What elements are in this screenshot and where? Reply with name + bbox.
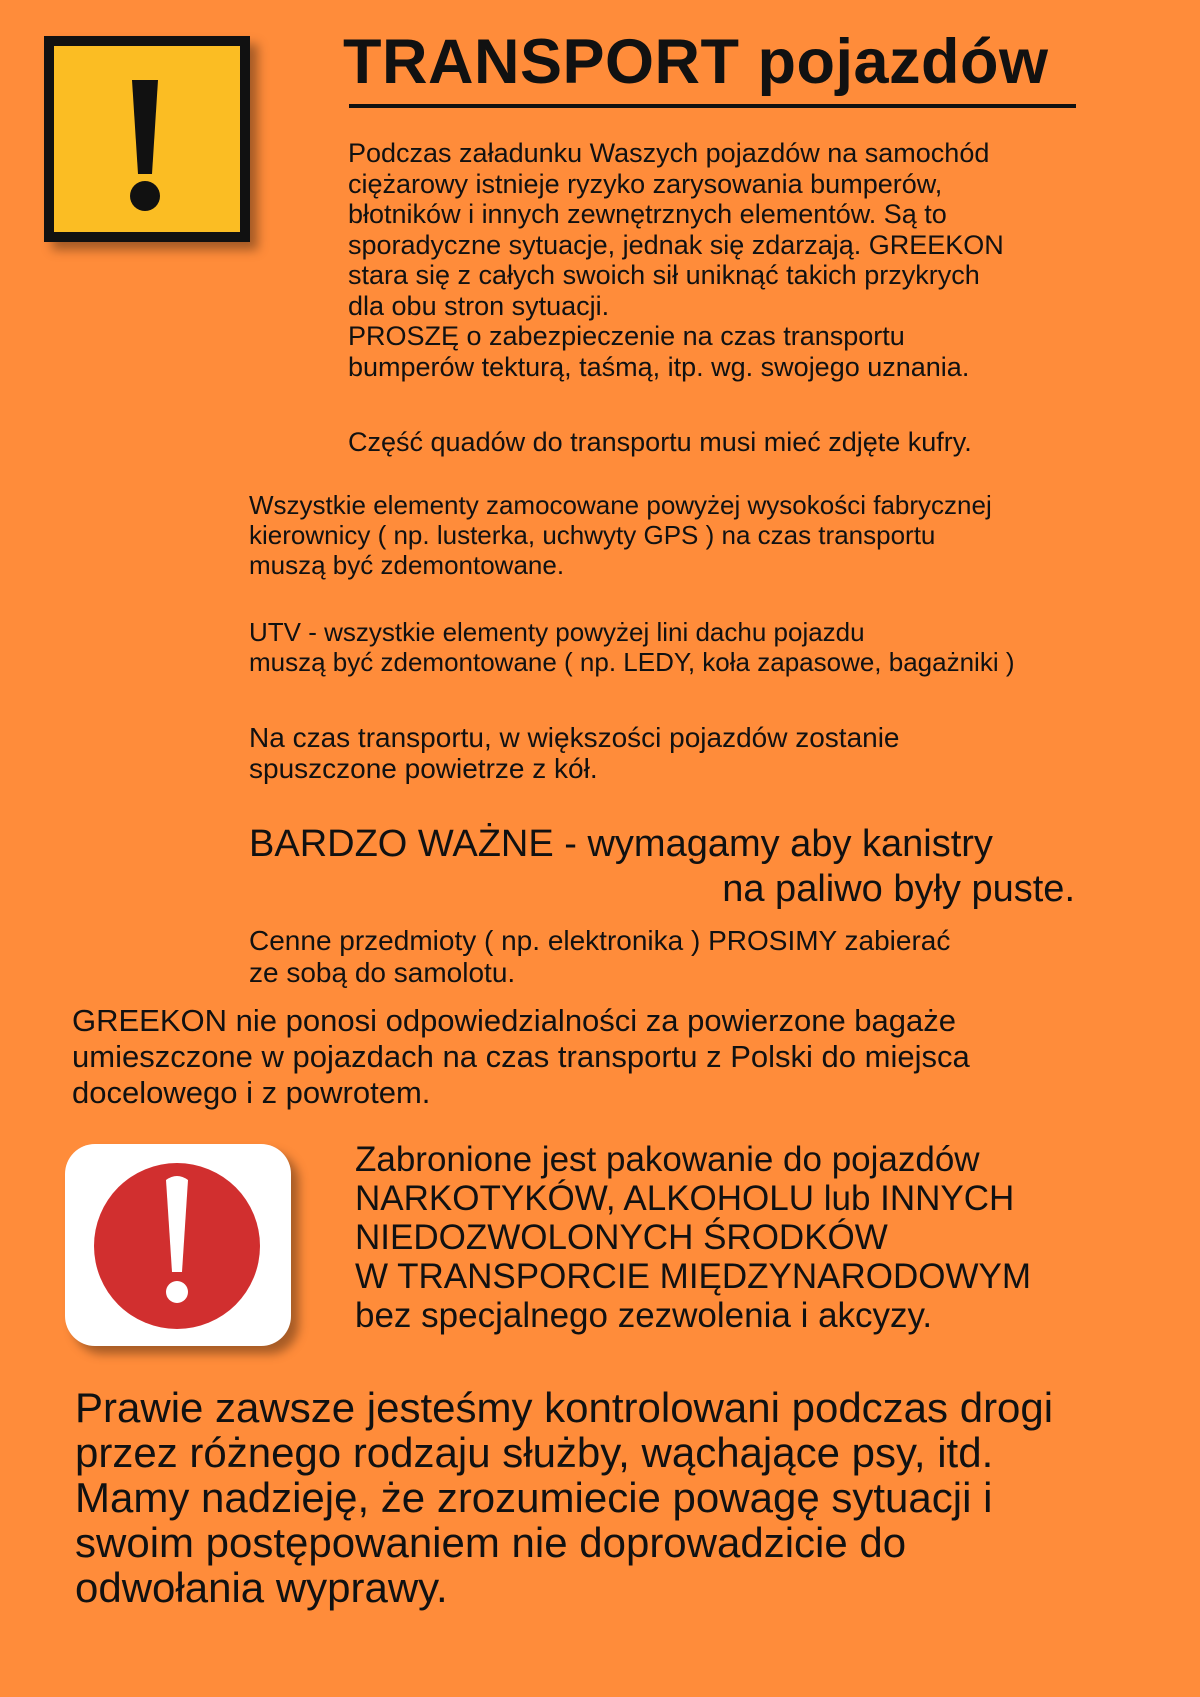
paragraph-closing	[75, 1385, 1053, 1610]
text-line: na paliwo były puste.	[722, 868, 1075, 910]
paragraph-tire-pressure	[249, 722, 900, 784]
warning-sign	[44, 36, 250, 242]
text-line: ze sobą do samolotu.	[249, 957, 516, 988]
text-line: Mamy nadzieję, że zrozumiecie powagę sytuacji i	[75, 1474, 993, 1521]
paragraph-loading-risk	[348, 138, 1004, 382]
text-line: muszą być zdemontowane ( np. LEDY, koła zapasowe, bagażniki )	[249, 647, 1015, 677]
text-line: sporadyczne sytuacje, jednak się zdarzają. GREEKON	[348, 229, 1004, 260]
text-line: odwołania wyprawy.	[75, 1564, 448, 1611]
text-line: PROSZĘ o zabezpieczenie na czas transportu	[348, 321, 905, 351]
paragraph-prohibited-items	[355, 1140, 1031, 1335]
exclamation-warning-icon	[54, 46, 240, 232]
text-line: bez specjalnego zezwolenia i akcyzy.	[355, 1296, 933, 1335]
text-line: kierownicy ( np. lusterka, uchwyty GPS ) na czas transportu	[249, 520, 936, 550]
text-line: Podczas załadunku Waszych pojazdów na samochód	[348, 138, 990, 168]
text-line: NARKOTYKÓW, ALKOHOLU lub INNYCH	[355, 1179, 1015, 1218]
text-line: błotników i innych zewnętrznych elementów. Są to	[348, 199, 947, 229]
paragraph-utv	[249, 617, 1015, 677]
text-line: Wszystkie elementy zamocowane powyżej wysokości fabrycznej	[249, 490, 992, 520]
text-line: Na czas transportu, w większości pojazdów zostanie	[249, 722, 900, 753]
prohibition-sign	[65, 1144, 291, 1346]
paragraph-quad-cases: Część quadów do transportu musi mieć zdjęte kufry.	[348, 427, 972, 457]
text-line: UTV - wszystkie elementy powyżej lini dachu pojazdu	[249, 617, 865, 647]
text-line: spuszczone powietrze z kół.	[249, 753, 598, 784]
text-line: Zabronione jest pakowanie do pojazdów	[355, 1140, 980, 1179]
text-line: BARDZO WAŻNE - wymagamy aby kanistry	[249, 823, 993, 865]
text-line: docelowego i z powrotem.	[72, 1075, 431, 1110]
text-line: muszą być zdemontowane.	[249, 550, 565, 580]
important-notice	[249, 822, 1075, 912]
text-line: NIEDOZWOLONYCH ŚRODKÓW	[355, 1218, 888, 1257]
paragraph-valuables	[249, 925, 950, 989]
text-line: Prawie zawsze jesteśmy kontrolowani podczas drogi	[75, 1384, 1054, 1431]
text-line: stara się z całych swoich sił uniknąć takich przykrych	[348, 260, 980, 290]
text-line: swoim postępowaniem nie doprowadzicie do	[75, 1519, 907, 1566]
title-underline	[349, 104, 1076, 108]
exclamation-circle-icon	[65, 1144, 291, 1346]
paragraph-mounted-elements	[249, 490, 992, 580]
text-line: Cenne przedmioty ( np. elektronika ) PROSIMY zabierać	[249, 925, 951, 956]
text-line: W TRANSPORCIE MIĘDZYNARODOWYM	[355, 1257, 1032, 1296]
text-line: GREEKON nie ponosi odpowiedzialności za powierzone bagaże	[72, 1003, 957, 1038]
text-line: umieszczone w pojazdach na czas transportu z Polski do miejsca	[72, 1039, 970, 1074]
page-title: TRANSPORT pojazdów	[343, 27, 1049, 97]
paragraph-liability	[72, 1003, 970, 1111]
text-line: ciężarowy istnieje ryzyko zarysowania bumperów,	[348, 168, 943, 199]
text-line: dla obu stron sytuacji.	[348, 290, 610, 321]
text-line: bumperów tekturą, taśmą, itp. wg. swojego uznania.	[348, 351, 970, 382]
text-line: przez różnego rodzaju służby, wąchające psy, itd.	[75, 1429, 994, 1476]
